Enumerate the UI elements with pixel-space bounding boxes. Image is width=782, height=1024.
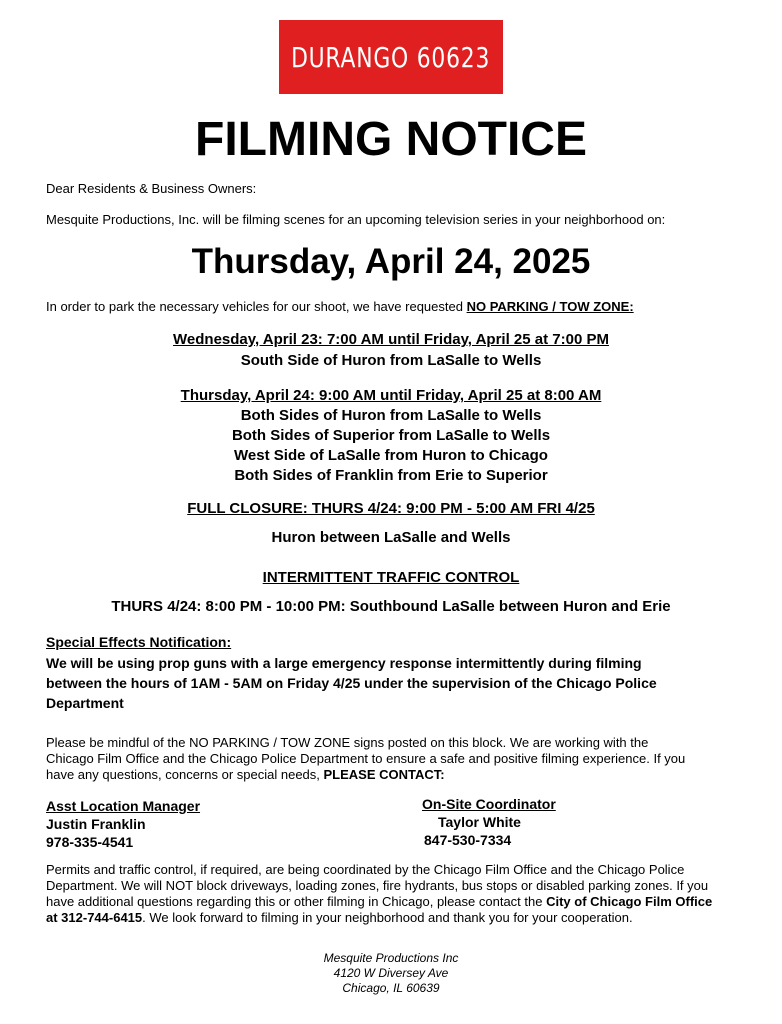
parking-request xyxy=(46,299,634,315)
schedule-line: Both Sides of Superior from LaSalle to Wells xyxy=(231,427,551,444)
permits-line3-text: have additional questions regarding this or other filming in Chicago, please contact the xyxy=(46,894,547,909)
permits-line4-text: . We look forward to filming in your neighborhood and thank you for your cooperation. xyxy=(142,910,633,925)
schedule-block1-heading: Wednesday, April 23: 7:00 AM until Friday, April 25 at 7:00 PM xyxy=(173,331,609,348)
special-effects-line: Department xyxy=(46,695,124,711)
please-contact-label: PLEASE CONTACT: xyxy=(323,767,445,782)
intro-text: Mesquite Productions, Inc. will be filming scenes for an upcoming television series in your neighborhood on: xyxy=(46,212,666,227)
mindful-line: Please be mindful of the NO PARKING / TOW ZONE signs posted on this block. We are working with the xyxy=(46,735,649,750)
mindful-line3-text: have any questions, concerns or special needs, xyxy=(46,767,324,782)
footer-city: Chicago, IL 60639 xyxy=(342,981,440,995)
mindful-line: Chicago Film Office and the Chicago Police Department to ensure a safe and positive filming experience. If you xyxy=(46,751,686,766)
special-effects-line: between the hours of 1AM - 5AM on Friday 4/25 under the supervision of the Chicago Police xyxy=(46,675,657,691)
contact-phone: 847-530-7334 xyxy=(424,832,512,848)
permits-line xyxy=(46,894,712,910)
contact-on-site-coordinator xyxy=(422,795,556,849)
schedule-line: South Side of Huron from LaSalle to Wells xyxy=(240,352,542,369)
schedule-line: Both Sides of Huron from LaSalle to Wells xyxy=(240,407,542,424)
durango-logo xyxy=(279,20,503,94)
permits-line xyxy=(46,910,633,926)
contact-name: Taylor White xyxy=(438,814,521,830)
full-closure-line: Huron between LaSalle and Wells xyxy=(271,529,511,546)
contact-phone: 978-335-4541 xyxy=(46,834,134,850)
greeting: Dear Residents & Business Owners: xyxy=(46,181,257,196)
contact-asst-location-manager xyxy=(46,797,200,851)
schedule-block2-heading: Thursday, April 24: 9:00 AM until Friday, April 25 at 8:00 AM xyxy=(180,387,602,404)
special-effects-line: We will be using prop guns with a large emergency response intermittently during filming xyxy=(46,655,642,671)
permits-line: Permits and traffic control, if required, are being coordinated by the Chicago Film Office and the Chicago Police xyxy=(46,862,685,877)
parking-request-text: In order to park the necessary vehicles for our shoot, we have requested xyxy=(46,299,467,314)
schedule-line: West Side of LaSalle from Huron to Chicago xyxy=(234,447,548,464)
contact-name: Justin Franklin xyxy=(46,816,146,832)
footer-company: Mesquite Productions Inc xyxy=(323,951,459,965)
logo-text: DURANGO 60623 xyxy=(291,40,491,74)
contact-role: Asst Location Manager xyxy=(46,798,201,814)
full-closure-heading: FULL CLOSURE: THURS 4/24: 9:00 PM - 5:00 AM FRI 4/25 xyxy=(187,500,595,517)
no-parking-zone-label: NO PARKING / TOW ZONE: xyxy=(466,299,634,314)
footer-street: 4120 W Diversey Ave xyxy=(333,966,449,980)
page-title: FILMING NOTICE xyxy=(195,113,587,166)
mindful-line xyxy=(46,767,445,783)
traffic-control-line: THURS 4/24: 8:00 PM - 10:00 PM: Southbound LaSalle between Huron and Erie xyxy=(111,598,671,615)
schedule-line: Both Sides of Franklin from Erie to Superior xyxy=(234,467,548,484)
traffic-control-heading: INTERMITTENT TRAFFIC CONTROL xyxy=(262,569,520,586)
special-effects-heading: Special Effects Notification: xyxy=(46,634,232,650)
film-office-phone: at 312-744-6415 xyxy=(46,910,143,925)
permits-line: Department. We will NOT block driveways, loading zones, fire hydrants, bus stops or disabled parking zones. If you xyxy=(46,878,709,893)
filming-date: Thursday, April 24, 2025 xyxy=(191,242,591,281)
contact-role: On-Site Coordinator xyxy=(422,796,556,812)
film-office-label: City of Chicago Film Office xyxy=(546,894,713,909)
